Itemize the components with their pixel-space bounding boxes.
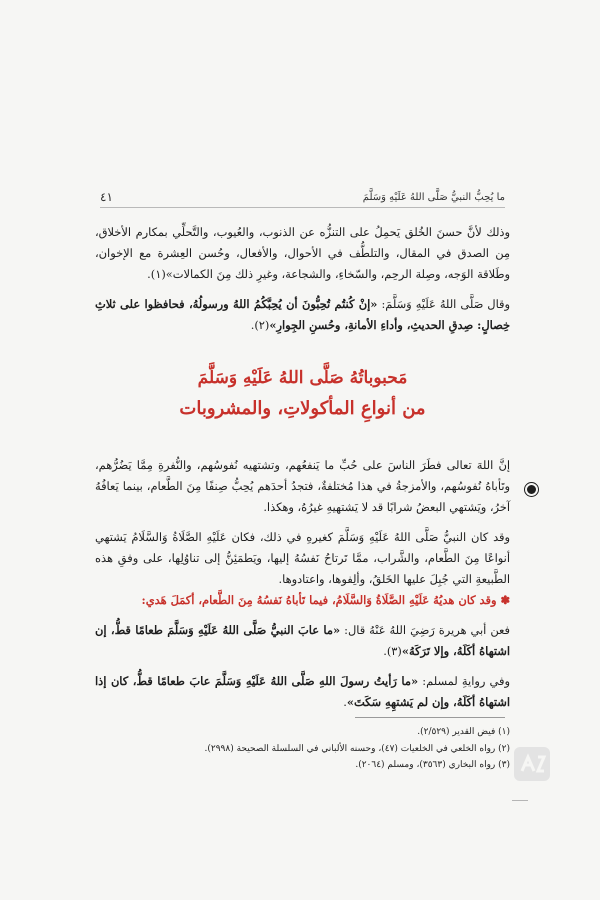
publisher-watermark-logo <box>512 745 552 783</box>
footnote-ref-2: (٢). <box>250 318 270 332</box>
intro-block <box>95 222 510 345</box>
hadith-block <box>95 620 510 722</box>
footnote-divider <box>355 717 505 718</box>
footnote-1: (١) فيض القدير (٢/٥٢٩). <box>417 727 510 737</box>
margin-bullet-icon <box>525 483 538 496</box>
paragraph-2 <box>95 294 510 336</box>
footnote-ref-3: (٣). <box>383 644 402 658</box>
paragraph-3: إنَّ اللهَ تعالى فطَرَ الناسَ على حُبِّ ما يَنفعُهم، وتشتهيه نُفوسُهم، والنُّفرةِ مِمَّا يَضُرُّهم، وتَأباهُ نُفوسُهم، والأمزجةُ في هذا مُختلفةٌ، فتجدُ أحدَهم يُحِبُّ صِنفًا مِنَ الطَّعام، بينما يَعافُهُ آخرُ، ويَشتهي البعضُ شرابًا قد لا يَشتهيهِ غيرُهُ، وهكذا. <box>95 458 510 514</box>
paragraph-6-suffix: . <box>343 695 347 709</box>
highlighted-point: ✽ وقد كان هديُهُ عَلَيْهِ الصَّلَاةُ وَالسَّلَامُ، فيما تَأباهُ نَفسُهُ مِنَ الطَّعام، أكمَلَ هَدي: <box>141 593 510 607</box>
footnote-3: (٣) رواه البخاري (٣٥٦٣)، ومسلم (٢٠٦٤). <box>355 760 510 770</box>
paragraph-6 <box>95 671 510 713</box>
hadith-quote-1: «إنْ كُنتُم تُحِبُّونَ أن يُحِبَّكُمُ اللهُ ورسولُهُ، فحافظوا على ثلاثِ خِصالٍ: صِدقِ الحديثِ، وأداءِ الأمانةِ، وحُسنِ الجِوارِ» <box>95 297 510 332</box>
paragraph-5-prefix: فعن أبي هريرة رَضِيَ اللهُ عَنْهُ قال: <box>340 623 510 637</box>
running-header <box>100 188 505 206</box>
hadith-quote-2: «ما عابَ النبيُّ صَلَّى اللهُ عَلَيْهِ وَسَلَّمَ طعامًا قطُّ، إن اشتهاهُ أكَلَهُ، وإلا تَرَكَهُ» <box>95 623 510 658</box>
header-title: ما يُحِبُّ النبيُّ صَلَّى اللهُ عَلَيْهِ وَسَلَّمَ <box>362 191 505 203</box>
paragraph-5 <box>95 620 510 662</box>
paragraph-1: وذلك لأنَّ حسنَ الخُلق يَحمِلُ على التنزُّه عن الذنوب، والعُيوب، والتَّحلِّي بمكارم الأخلاق، مِن الصدق في المقال، والتلطُّف في الأحوال، والأفعال، وحُسن العِشرة مع الإخوان، وطَلاقة الوَجه، وصِلة الرحِم، والسّخاءِ، والشجاعة، وغيرِ ذلك مِنَ الكمالات»(١). <box>95 225 510 281</box>
footnote-2: (٢) رواه الخلعي في الخلعيات (٤٧)، وحسنه الألباني في السلسلة الصحيحة (٢٩٩٨). <box>204 743 510 754</box>
footnotes <box>95 724 510 774</box>
paragraph-4: وقد كان النبيُّ صَلَّى اللهُ عَلَيْهِ وَسَلَّمَ كغيرهِ في ذلك، فكان عَلَيْهِ الصَّلَاةُ وَالسَّلَامُ يَشتهي أنواعًا مِنَ الطَّعام، والشَّراب، ممَّا تَرتاحُ نَفسُهُ إليها، ويَطمَئِنُّ إلى تناوُلِها، على وفقِ هذه الطَّبيعةِ التي جُبِلَ عليها الخَلقُ، وألِفوها، واعتادوها. <box>95 530 510 586</box>
header-divider <box>100 207 505 208</box>
margin-rule <box>512 800 528 801</box>
hadith-quote-3: «ما رَأيتُ رسولَ اللهِ صَلَّى اللهُ عَلَيْهِ وَسَلَّمَ عابَ طعامًا قطُّ، كان إذا اشتهاهُ أكَلَهُ، وإن لم يَشتهِهِ سَكَتَ» <box>95 674 510 709</box>
paragraph-6-prefix: وفي روايةِ لمسلم: <box>418 674 510 688</box>
section-heading-line-1: مَحبوباتُهُ صَلَّى اللهُ عَلَيْهِ وَسَلَّمَ <box>197 368 408 388</box>
content-block <box>95 455 510 599</box>
paragraph-2-prefix: وقال صَلَّى اللهُ عَلَيْهِ وَسَلَّمَ: <box>377 297 511 311</box>
page-number: ٤١ <box>100 190 113 204</box>
section-heading-line-2: من أنواعِ المأكولاتِ، والمشروبات <box>179 398 426 419</box>
